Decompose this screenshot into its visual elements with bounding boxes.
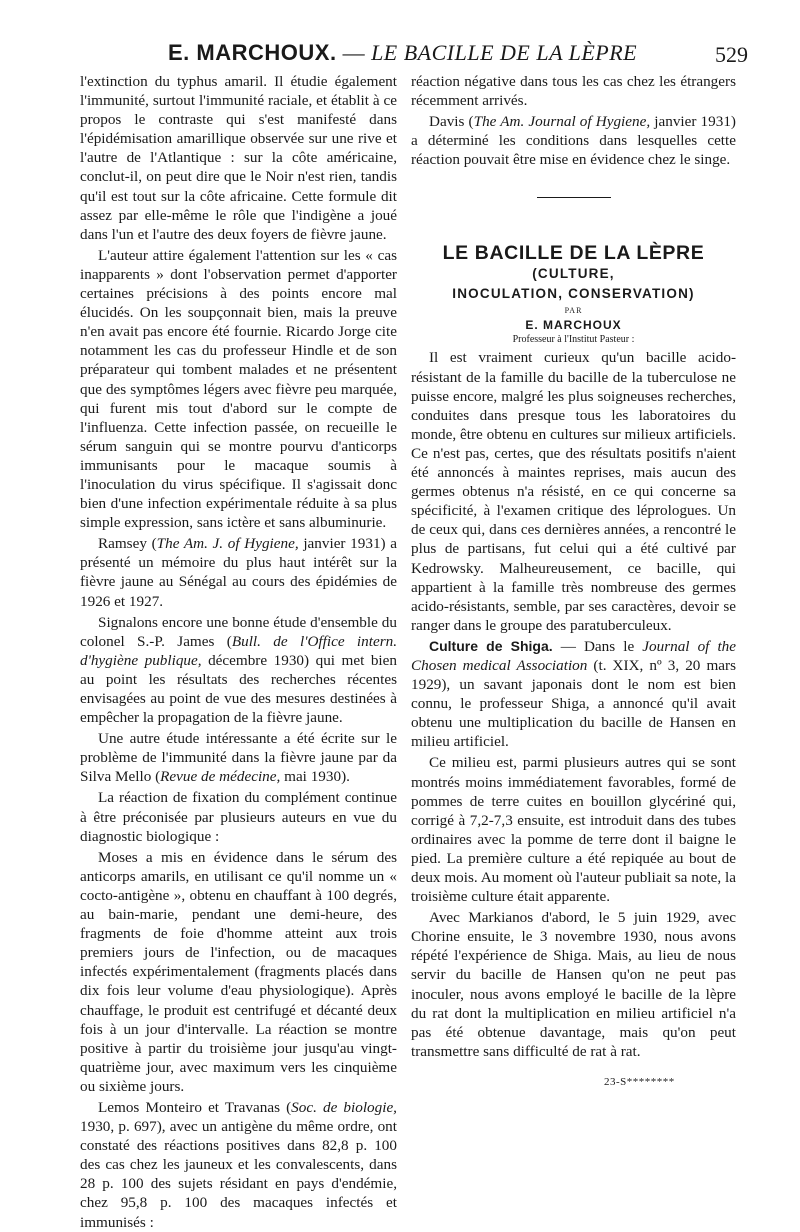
- text-run: Signalons encore une bonne étude d'ensemble du colonel S.-P. James (: [80, 613, 397, 650]
- text-run: Lemos Monteiro et Travanas (: [98, 1098, 292, 1116]
- paragraph: Ce milieu est, parmi plusieurs autres qui se sont montrés moins immédiatement favorables, formé de pommes de terre cuites en bouillon glycériné qui, corrigé à 7,2-7,3 ensuite, est introduit dans des tubes ordinaires avec la pomme de terre dont il baigne le pied. La première culture a été repiquée au bout de deux mois. Au moment où l'auteur publiait sa note, la troisième culture était apparente.: [411, 754, 736, 906]
- text-run: — Dans le: [552, 637, 643, 655]
- paragraph: [411, 112, 736, 169]
- header-article-title: LE BACILLE DE LA LÈPRE: [371, 40, 638, 65]
- article-title: LE BACILLE DE LA LÈPRE: [442, 242, 705, 265]
- citation: Bull. de l'Office intern. d'hygiène publique,: [80, 632, 397, 669]
- citation: Revue de médecine,: [160, 768, 281, 786]
- paragraph: [80, 613, 397, 728]
- paragraph: l'extinction du typhus amaril. Il étudie également l'immunité, surtout l'immunité raciale, et établit à ce propos le contraste qui s'est manifesté dans l'épidémisation amarillique observée sur une rive et l'autre de l'Atlantique : sur la côte américaine, conclut-il, on peut dire que le Noir n'est rien, tandis qu'il est tout sur la côte africaine. Cette formule dit assez par elle-même le rôle que l'indigène a joué dans l'un et l'autre des deux foyers de fièvre jaune.: [80, 73, 397, 243]
- paragraph: Il est vraiment curieux qu'un bacille acido-résistant de la famille du bacille de la tuberculose ne puisse encore, malgré les plus soigneuses recherches, conduites dans presque tous les laboratoires du monde, être obtenu en cultures sur milieux artificiels. Ce n'est pas, certes, que des résultats positifs n'aient été annoncés à maintes reprises, mais aucun des germes obtenus n'a résisté, en ce qui concerne sa spécificité, à l'examen critique des léprologues. Un de ceux qui, dans ces dernières années, a rencontré le plus de partisans, fut celui qui a été cultivé par Kedrowsky. Malheureusement, ce bacille, qui appartient à la famille très nombreuse des germes acido-résistants, semble, par ses caractères, devoir se ranger dans le groupe des paratuberculeux.: [411, 349, 736, 634]
- article-subtitle-line-2: INOCULATION, CONSERVATION): [452, 286, 695, 302]
- header-separator: —: [342, 40, 366, 65]
- paragraph: Moses a mis en évidence dans le sérum des anticorps amarils, en utilisant ce qu'il nomme un « cocto-antigène », obtenu en chauffant à 100 degrés, au bain-marie, pendant une demi-heure, des fragments de foie d'homme atteint aux trois premiers jours de l'infection, ou de macaques infectés expérimentalement (fragments placés dans dix fois leur volume d'eau physiologique). Après chauffage, le produit est centrifugé et décanté deux fois à un jour d'intervalle. La réaction se montre positive à partir du troisième jour jusqu'au vingt-quatrième jour, avec maximum vers les cinquième ou sixième jours.: [80, 848, 397, 1095]
- author-affiliation: Professeur à l'Institut Pasteur :: [512, 334, 635, 346]
- text-run: janvier 1931) a déterminé les conditions dans lesquelles cette réaction pouvait être mise en évidence chez le singe.: [411, 113, 736, 169]
- paragraph: [80, 729, 397, 786]
- article-subtitle-line-1: (CULTURE,: [532, 266, 615, 282]
- running-header: [72, 40, 748, 70]
- paragraph: réaction négative dans tous les cas chez les étrangers récemment arrivés.: [411, 73, 736, 110]
- text-run: (t. XIX, nº 3, 20 mars 1929), un savant japonais dont le nom est bien connu, le professeur Shiga, a annoncé qu'il avait obtenu une multiplication du bacille de Hansen en milieu artificiel.: [411, 656, 736, 751]
- paragraph: [80, 1098, 397, 1232]
- paragraph: Avec Markianos d'abord, le 5 juin 1929, avec Chorine ensuite, le 3 novembre 1930, nous avons répété l'expérience de Shiga. Mais, au lieu de nous servir du bacille de Hansen qu'on ne peut pas inoculer, nous avons employé le bacille de la lèpre du rat dont la multiplication en milieu artificiel n'a pas été obtenue davantage, mais qu'on peut transmettre sans difficulté de rat à rat.: [411, 909, 736, 1060]
- right-column: [411, 72, 736, 1061]
- paragraph: [411, 637, 736, 752]
- text-run: Davis (: [429, 113, 474, 131]
- running-title: [168, 40, 637, 66]
- citation: Soc. de biologie,: [291, 1098, 397, 1116]
- citation: The Am. J. of Hygiene,: [156, 535, 299, 553]
- article-author: E. MARCHOUX: [525, 318, 622, 333]
- section-divider: [537, 197, 611, 198]
- header-author: E. MARCHOUX.: [168, 40, 337, 65]
- text-run: Une autre étude intéressante a été écrite sur le problème de l'immunité dans la fièvre jaune par da Silva Mello (: [80, 730, 397, 786]
- left-column: [80, 72, 397, 1232]
- text-run: 1930, p. 697), avec un antigène du même ordre, ont constaté des réactions positives dans 82,8 p. 100 des cas chez les jauneux et les convalescents, dans 28 p. 100 des sujets résidant en pays d'endémie, chez 95,8 p. 100 des macaques infectés et immunisés :: [80, 1118, 397, 1231]
- printer-signature: 23-S********: [604, 1076, 675, 1088]
- paragraph: L'auteur attire également l'attention sur les « cas inapparents » dont l'observation permet d'apporter certaines précisions à des points encore mal élucidés. On les soupçonnait bien, mais la preuve n'en avait pas encore été fournie. Ricardo Jorge cite notamment les cas du professeur Hindle et de son préparateur qui tombent malades et ne présentent que des symptômes légers avec fièvre peu marquée, qui furent mis tout d'abord sur le compte de l'influenza. Cette infection passée, on recueille le sérum sanguin qui se montre pourvu d'anticorps immunisants pour le macaque soumis à l'inoculation du virus spécifique. Il s'agissait donc bien d'une infection expérimentale réduite à sa plus simple expression, sans ictère et sans albuminurie.: [80, 246, 397, 532]
- text-run: Ramsey (: [98, 535, 157, 553]
- paragraph: [80, 534, 397, 610]
- text-run: janvier 1931) a présenté un mémoire du plus haut intérêt sur la fièvre jaune au Sénégal au cours des épidémies de 1926 et 1927.: [80, 535, 398, 610]
- byline-par: PAR: [564, 306, 583, 316]
- citation: The Am. Journal of Hygiene,: [473, 113, 651, 131]
- page-number: 529: [715, 42, 748, 67]
- paragraph: La réaction de fixation du complément continue à être préconisée par plusieurs auteurs en vue du diagnostic biologique :: [80, 789, 397, 845]
- citation: Journal of the Chosen medical Association: [411, 637, 736, 674]
- text-run: mai 1930).: [280, 768, 350, 786]
- text-run: décembre 1930) qui met bien au point les résultats des recherches récentes envisagées au point de vue des mesures destinées à empêcher la propagation de la fièvre jaune.: [80, 651, 397, 727]
- section-run-in-heading: Culture de Shiga.: [429, 637, 553, 654]
